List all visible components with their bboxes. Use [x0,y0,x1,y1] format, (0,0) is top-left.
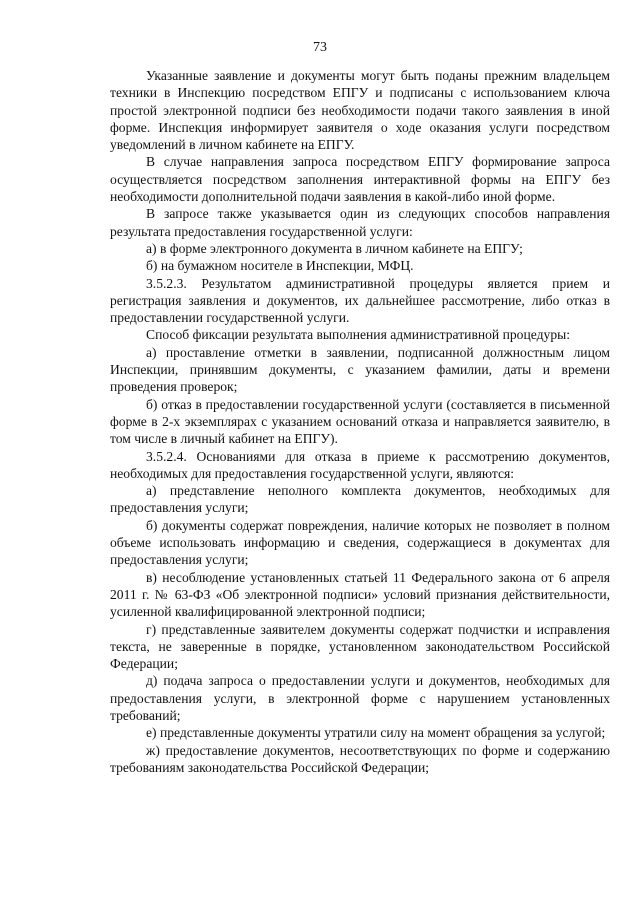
list-item: а) в форме электронного документа в личном кабинете на ЕПГУ; [146,240,523,256]
paragraph: 3.5.2.3. Результатом административной процедуры является прием и регистрация заявления и документов, их дальнейшее рассмотрение, либо отказ в предоставлении государственной услуги. [110,275,610,326]
paragraph: 3.5.2.4. Основаниями для отказа в приеме к рассмотрению документов, необходимых для предоставления государственной услуги, являются: [110,448,610,481]
body-text [110,67,610,776]
list-item: д) подача запроса о предоставлении услуги и документов, необходимых для предоставления услуги, в электронной форме с нарушением установленных требований; [110,673,610,723]
list-item: б) отказ в предоставлении государственной услуги (составляется в письменной форме в 2-х экземплярах с указанием оснований отказа и направляется заявителю, в том числе в личный кабинет на ЕПГУ). [110,396,610,447]
list-item: ж) предоставление документов, несоответствующих по форме и содержанию требованиям законодательства Российской Федерации; [110,742,610,775]
list-item: б) документы содержат повреждения, наличие которых не позволяет в полном объеме использовать информацию и сведения, содержащиеся в документах для предоставления услуги; [110,517,610,568]
list-item: б) на бумажном носителе в Инспекции, МФЦ. [146,258,414,274]
list-item: е) представленные документы утратили силу на момент обращения за услугой; [146,725,606,741]
paragraph: Способ фиксации результата выполнения административной процедуры: [146,327,571,343]
list-item: в) несоблюдение установленных статьей 11 Федерального закона от 6 апреля 2011 г. № 63-ФЗ «Об электронной подписи» условий признания действительности, усиленной квалифицированной электронной подписи; [110,569,610,620]
paragraph: В случае направления запроса посредством ЕПГУ формирование запроса осуществляется посредством заполнения интерактивной формы на ЕПГУ без необходимости дополнительной подачи заявления в какой-либо иной форме. [110,154,610,205]
list-item: а) проставление отметки в заявлении, подписанной должностным лицом Инспекции, принявшим документы, с указанием фамилии, даты и времени проведения проверок; [110,344,610,395]
list-item: а) представление неполного комплекта документов, необходимых для предоставления услуги; [110,483,610,516]
page-number: 73 [313,40,327,55]
paragraph: Указанные заявление и документы могут быть поданы прежним владельцем техники в Инспекцию посредством ЕПГУ и подписаны с использованием ключа простой электронной подписи без необходимости подачи такого заявления в иной форме. Инспекция информирует заявителя о ходе оказания услуги посредством уведомлений в личном кабинете на ЕПГУ. [110,68,610,153]
list-item: г) представленные заявителем документы содержат подчистки и исправления текста, не заверенные в порядке, установленном законодательством Российской Федерации; [110,621,610,672]
paragraph: В запросе также указывается один из следующих способов направления результата предоставления государственной услуги: [110,206,610,239]
